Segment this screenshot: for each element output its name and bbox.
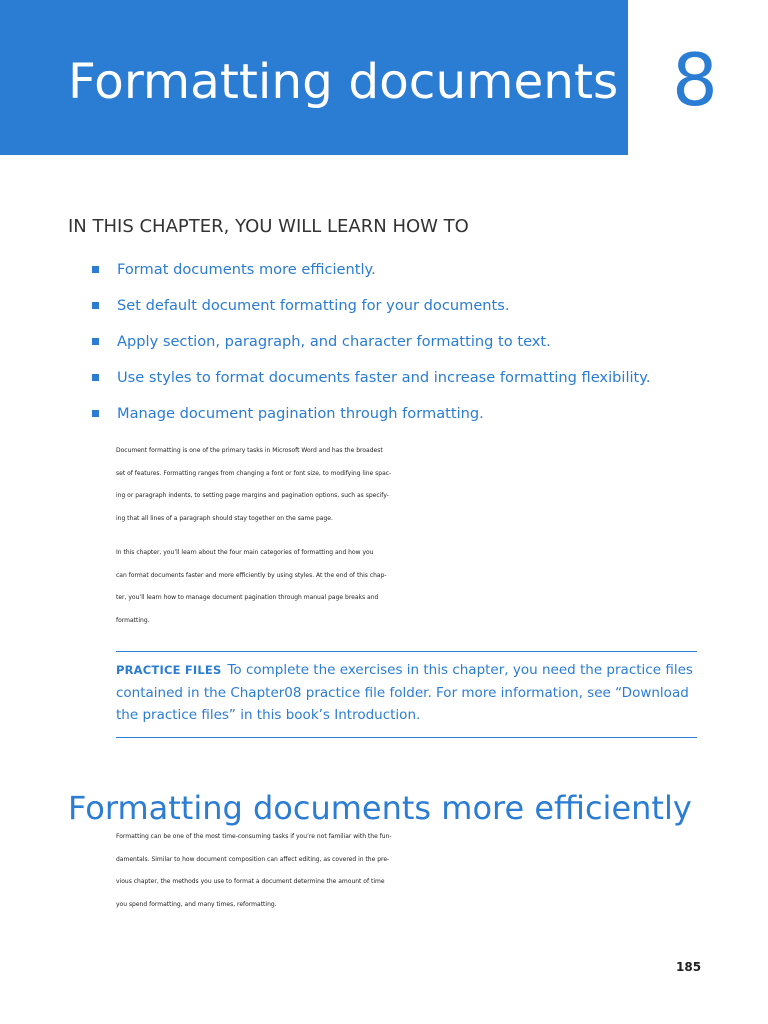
- square-bullet-icon: [92, 410, 99, 417]
- page-number: 185: [676, 960, 702, 974]
- practice-files-label: PRACTICE FILES: [116, 663, 222, 677]
- practice-files-note: [116, 659, 693, 727]
- practice-files-bottom-rule: [116, 737, 697, 738]
- text-line: Document formatting is one of the primary tasks in Microsoft Word and has the broadest: [116, 447, 383, 454]
- text-line: In this chapter, you’ll learn about the four main categories of formatting and how you: [116, 549, 374, 556]
- objective-text: Manage document pagination through formatting.: [117, 405, 484, 422]
- learning-objectives-heading: IN THIS CHAPTER, YOU WILL LEARN HOW TO: [68, 216, 469, 237]
- square-bullet-icon: [92, 302, 99, 309]
- chapter-title: Formatting documents: [68, 54, 619, 110]
- text-line: ter, you’ll learn how to manage document pagination through manual page breaks and: [116, 594, 379, 602]
- text-line: can format documents faster and more efficiently by using styles. At the end of this chap-: [116, 571, 387, 579]
- text-line: [116, 659, 693, 682]
- objective-text: Apply section, paragraph, and character formatting to text.: [117, 333, 551, 350]
- section-paragraph: [116, 826, 716, 917]
- section-heading: Formatting documents more efficiently: [68, 789, 692, 827]
- objective-text: Format documents more efficiently.: [117, 261, 376, 278]
- practice-files-top-rule: [116, 651, 697, 652]
- text-line: ing or paragraph indents, to setting page margins and pagination options, such as specify-: [116, 492, 389, 500]
- text-line: you spend formatting, and many times, reformatting.: [116, 901, 277, 909]
- chapter-number: 8: [672, 38, 718, 122]
- text-line: Formatting can be one of the most time-consuming tasks if you’re not familiar with the fun-: [116, 833, 392, 840]
- objective-text: Use styles to format documents faster and increase formatting flexibility.: [117, 369, 651, 386]
- text-line: the practice files” in this book’s Introduction.: [116, 707, 421, 724]
- text-line: contained in the Chapter08 practice file folder. For more information, see “Download: [116, 684, 689, 701]
- intro-paragraph-1: [116, 440, 716, 531]
- text-line: ing that all lines of a paragraph should stay together on the same page.: [116, 515, 333, 523]
- note-text: To complete the exercises in this chapter, you need the practice files: [227, 662, 693, 678]
- text-line: formatting.: [116, 617, 150, 625]
- square-bullet-icon: [92, 374, 99, 381]
- square-bullet-icon: [92, 266, 99, 273]
- objective-text: Set default document formatting for your documents.: [117, 297, 510, 314]
- intro-paragraph-2: [116, 542, 716, 633]
- text-line: damentals. Similar to how document composition can affect editing, as covered in the pre-: [116, 855, 390, 863]
- square-bullet-icon: [92, 338, 99, 345]
- text-line: set of features. Formatting ranges from changing a font or font size, to modifying line spac-: [116, 469, 392, 477]
- chapter-header-band: [0, 0, 628, 155]
- text-line: vious chapter, the methods you use to format a document determine the amount of time: [116, 878, 385, 886]
